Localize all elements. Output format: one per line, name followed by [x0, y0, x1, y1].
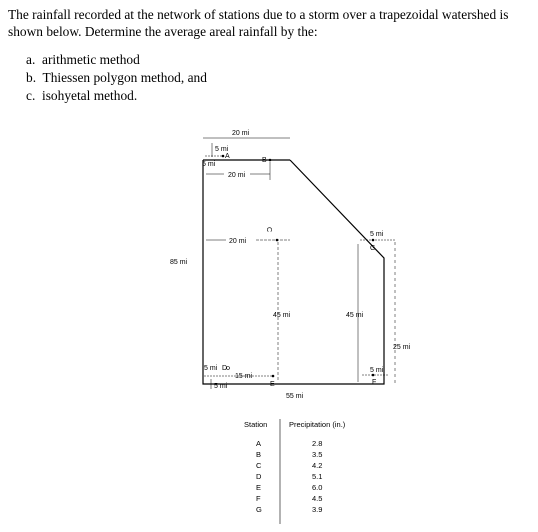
dim-top-width: 20 mi: [232, 130, 250, 137]
method-text: isohyetal method.: [42, 88, 138, 103]
dim-a-from-top: 5 mi: [215, 146, 229, 153]
table-cell-station: D: [256, 472, 262, 481]
dim-right-height: 25 mi: [393, 344, 411, 351]
dim-c-height: 45 mi: [273, 312, 291, 319]
method-marker: b.: [26, 70, 37, 85]
station-e-label: E: [270, 381, 275, 388]
method-marker: a.: [26, 52, 36, 67]
station-f-marker: [372, 374, 375, 377]
station-a-marker: [222, 155, 225, 158]
station-c-marker: [276, 239, 279, 242]
dim-left-height: 85 mi: [170, 259, 188, 266]
table-cell-precip: 3.5: [312, 450, 323, 459]
dim-b-offset: 20 mi: [228, 172, 246, 179]
problem-statement: The rainfall recorded at the network of stations due to a storm over a trapezoidal watershed is shown below. Determine the average areal rainfall by the:: [8, 7, 509, 39]
dim-g-from-right: 5 mi: [370, 231, 384, 238]
dim-e-offset: 15 mi: [235, 373, 253, 380]
station-e-marker: [272, 375, 275, 378]
dim-c-offset: 20 mi: [229, 238, 247, 245]
station-b-marker: [269, 159, 272, 162]
table-cell-precip: 4.2: [312, 461, 323, 470]
table-cell-precip: 3.9: [312, 505, 323, 514]
method-marker: c.: [26, 88, 36, 103]
station-a-label: A: [225, 153, 230, 160]
table-cell-station: C: [256, 461, 262, 470]
station-g-label: G: [370, 245, 376, 252]
dim-d-from-bottom: 5 mi: [214, 383, 228, 390]
dim-a-from-left: 5 mi: [202, 161, 216, 168]
method-text: Thiessen polygon method, and: [42, 70, 207, 85]
dim-f-from-right: 5 mi: [370, 367, 384, 374]
method-text: arithmetic method: [42, 52, 140, 67]
table-header-precip: Precipitation (in.): [289, 420, 346, 429]
table-cell-station: A: [256, 439, 262, 448]
station-g-marker: [372, 239, 375, 242]
watershed-boundary: [203, 160, 384, 384]
table-cell-station: F: [256, 494, 261, 503]
dim-bottom-width: 55 mi: [286, 393, 304, 400]
table-cell-precip: 4.5: [312, 494, 323, 503]
table-cell-precip: 5.1: [312, 472, 323, 481]
dim-g-height: 45 mi: [346, 312, 364, 319]
table-cell-precip: 6.0: [312, 483, 323, 492]
dim-d-from-left: 5 mi: [204, 365, 218, 372]
table-cell-station: G: [256, 505, 262, 514]
table-cell-precip: 2.8: [312, 439, 323, 448]
station-d-label: D: [222, 365, 228, 372]
table-cell-station: B: [256, 450, 262, 459]
station-b-label: B: [262, 157, 267, 164]
table-header-station: Station: [244, 420, 268, 429]
station-f-label: F: [372, 379, 377, 386]
table-cell-station: E: [256, 483, 262, 492]
station-c-label: C: [265, 227, 272, 233]
